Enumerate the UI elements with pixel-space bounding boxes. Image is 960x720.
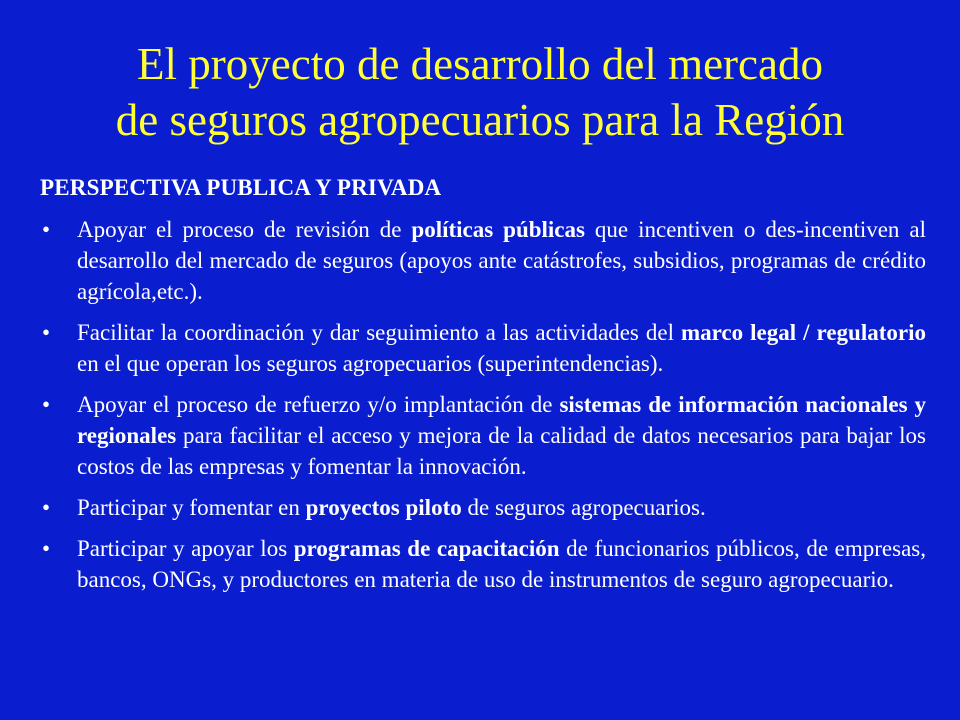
- bullet-emphasis: sistemas de información nacionales y regionales: [77, 392, 926, 448]
- slide-title: [30, 36, 930, 148]
- title-line-2: de seguros agropecuarios para la Región: [115, 95, 845, 145]
- bullet-text: para facilitar el acceso y mejora de la calidad de datos necesarios para bajar los costos de las empresas y fomentar la innovación.: [77, 423, 926, 479]
- bullet-dot-icon: •: [42, 536, 51, 561]
- bullet-text: Apoyar el proceso de refuerzo y/o implantación de: [77, 392, 560, 417]
- bullet-item: [40, 389, 926, 482]
- bullet-item: [40, 214, 926, 307]
- bullet-text: que incentiven o des-incentiven al desarrollo del mercado de seguros (apoyos ante catástrofes, subsidios, programas de crédito agrícola,etc.).: [77, 217, 926, 304]
- bullet-emphasis: programas de capacitación: [293, 536, 560, 561]
- bullet-dot-icon: •: [42, 320, 51, 345]
- bullet-dot-icon: •: [42, 495, 51, 520]
- bullet-text: Facilitar la coordinación y dar seguimiento a las actividades del: [77, 320, 681, 345]
- bullet-emphasis: marco legal / regulatorio: [680, 320, 926, 345]
- slide-body: [40, 172, 926, 605]
- bullet-item: [40, 492, 926, 523]
- section-subtitle: PERSPECTIVA PUBLICA Y PRIVADA: [40, 175, 442, 200]
- bullet-emphasis: políticas públicas: [411, 217, 585, 242]
- bullet-text: Apoyar el proceso de revisión de: [77, 217, 412, 242]
- bullet-dot-icon: •: [42, 217, 51, 242]
- bullet-text: en el que operan los seguros agropecuarios (superintendencias).: [77, 351, 664, 376]
- bullet-emphasis: proyectos piloto: [305, 495, 462, 520]
- bullet-text: Participar y fomentar en: [77, 495, 306, 520]
- bullet-text: Participar y apoyar los: [77, 536, 294, 561]
- bullet-list: [40, 214, 926, 595]
- bullet-dot-icon: •: [42, 392, 51, 417]
- title-line-1: El proyecto de desarrollo del mercado: [137, 39, 823, 89]
- bullet-item: [40, 317, 926, 379]
- bullet-text: de funcionarios públicos, de empresas, bancos, ONGs, y productores en materia de uso de instrumentos de seguro agropecuario.: [77, 536, 926, 592]
- bullet-text: de seguros agropecuarios.: [461, 495, 706, 520]
- bullet-item: [40, 533, 926, 595]
